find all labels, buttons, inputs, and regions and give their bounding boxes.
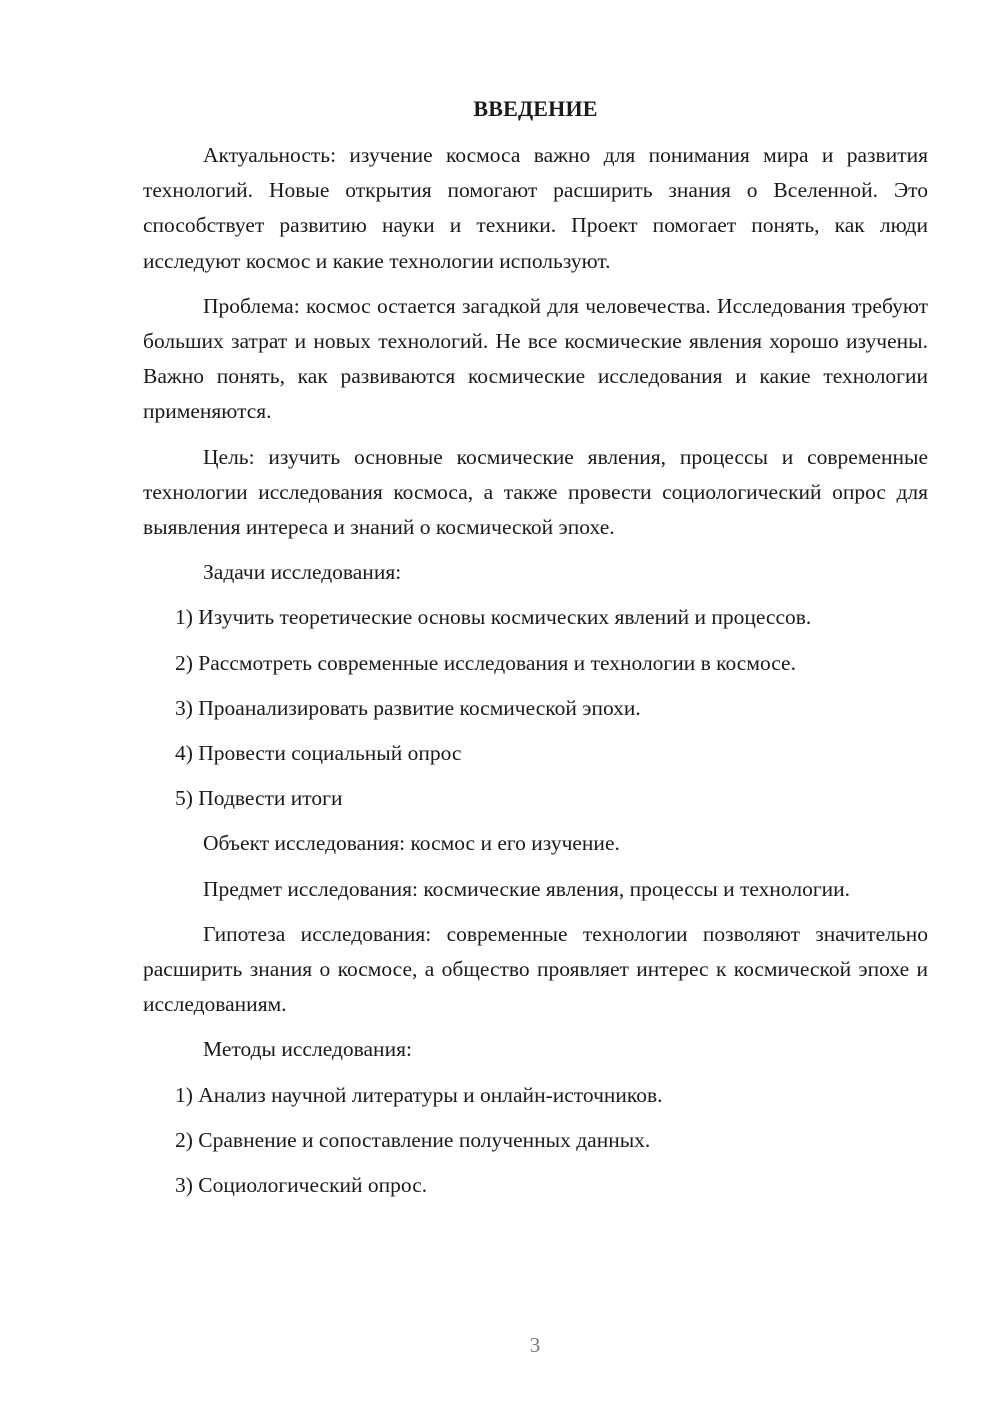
task-item-5: 5) Подвести итоги: [175, 786, 343, 811]
method-item-1: 1) Анализ научной литературы и онлайн-источников.: [175, 1082, 663, 1107]
task-item-4: 4) Провести социальный опрос: [175, 741, 462, 766]
method-item-3: 3) Социологический опрос.: [175, 1173, 428, 1198]
page-title: ВВЕДЕНИЕ: [473, 96, 598, 121]
task-item-2: 2) Рассмотреть современные исследования и технологии в космосе.: [175, 650, 796, 675]
relevance-paragraph: Актуальность: изучение космоса важно для понимания мира и развития технологий. Новые открытия помогают расширить знания о Вселенной. Это способствует развитию науки и техники. Проект помогает понять, как люди исследуют космос и какие технологии используют.: [143, 143, 928, 273]
goal-paragraph: Цель: изучить основные космические явления, процессы и современные технологии исследования космоса, а также провести социологический опрос для выявления интереса и знаний о космической эпохе.: [143, 444, 928, 540]
problem-paragraph: Проблема: космос остается загадкой для человечества. Исследования требуют больших затрат и новых технологий. Не все космические явления хорошо изучены. Важно понять, как развиваются космические исследования и какие технологии применяются.: [143, 293, 928, 424]
subject-paragraph: Предмет исследования: космические явления, процессы и технологии.: [203, 876, 851, 901]
methods-label: Методы исследования:: [203, 1037, 412, 1062]
methods-list: [143, 1078, 928, 1204]
hypothesis-paragraph: Гипотеза исследования: современные технологии позволяют значительно расширить знания о космосе, а общество проявляет интерес к космической эпохе и исследованиям.: [143, 921, 928, 1017]
task-item-1: 1) Изучить теоретические основы космических явлений и процессов.: [175, 605, 812, 630]
page-number: 3: [529, 1333, 541, 1357]
tasks-label: Задачи исследования:: [203, 560, 402, 585]
object-paragraph: Объект исследования: космос и его изучение.: [203, 831, 620, 856]
document-page: [143, 94, 928, 1213]
tasks-list: [143, 600, 928, 816]
method-item-2: 2) Сравнение и сопоставление полученных данных.: [175, 1127, 651, 1152]
task-item-3: 3) Проанализировать развитие космической эпохи.: [175, 695, 641, 720]
